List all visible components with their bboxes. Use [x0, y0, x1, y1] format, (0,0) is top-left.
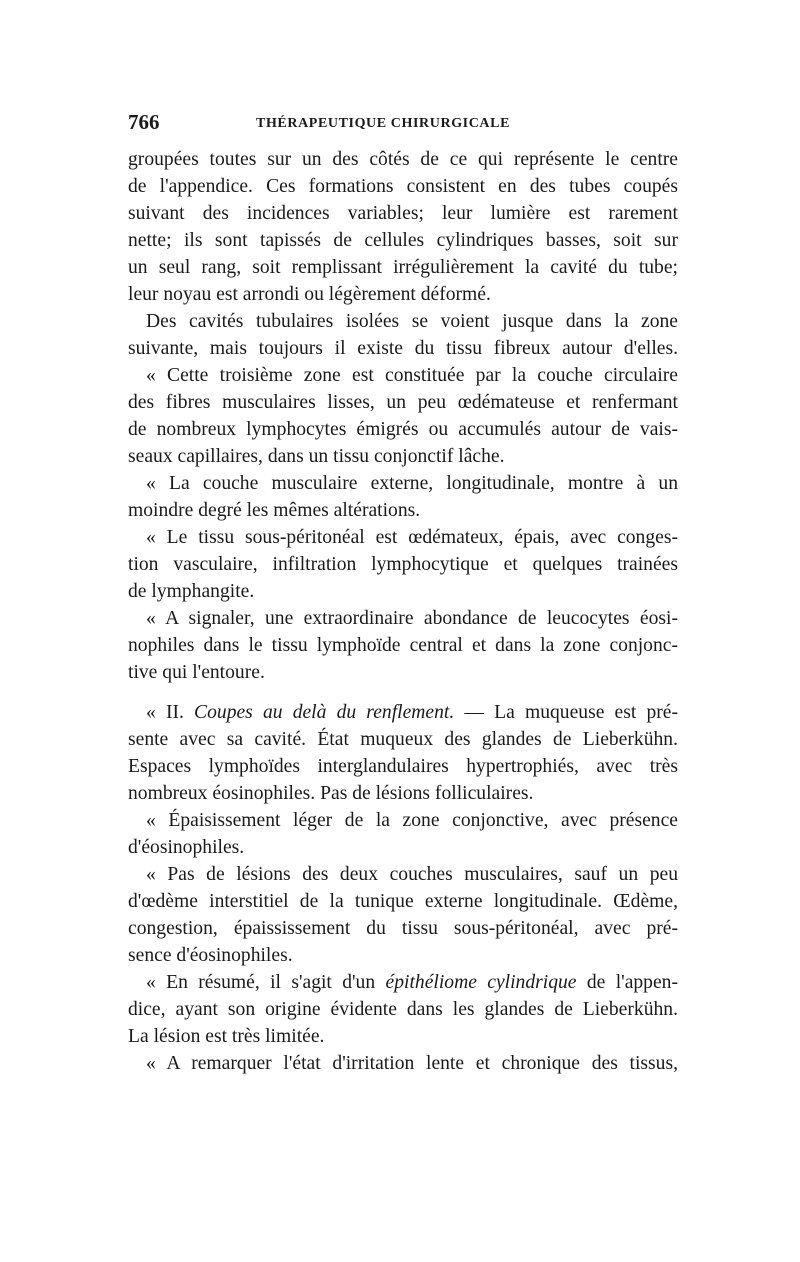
text-line: sente avec sa cavité. État muqueux des glandes de Lieberkühn.	[128, 729, 678, 750]
paragraph	[128, 861, 678, 969]
paragraph	[128, 699, 678, 807]
text-line: « Épaisissement léger de la zone conjonctive, avec présence	[146, 810, 678, 831]
text-line	[128, 699, 678, 726]
text-line: de l'appendice. Ces formations consistent en des tubes coupés	[128, 176, 678, 197]
text-run: « II.	[146, 702, 195, 723]
text-line: d'œdème interstitiel de la tunique externe longitudinale. Œdème,	[128, 891, 678, 912]
text-line: « La couche musculaire externe, longitudinale, montre à un	[146, 473, 678, 494]
text-line: seaux capillaires, dans un tissu conjonctif lâche.	[128, 446, 505, 467]
text-line: « Cette troisième zone est constituée par la couche circulaire	[146, 365, 678, 386]
text-line: de nombreux lymphocytes émigrés ou accumulés autour de vais-	[128, 419, 678, 440]
emphasis: épithéliome cylindrique	[385, 972, 577, 993]
text-line	[128, 969, 678, 996]
text-run: « En résumé, il s'agit d'un	[146, 972, 386, 993]
body-text	[128, 146, 678, 1077]
text-run: de l'appen-	[576, 972, 678, 993]
text-line: sence d'éosinophiles.	[128, 945, 293, 966]
text-line: Des cavités tubulaires isolées se voient jusque dans la zone	[146, 311, 678, 332]
text-line: de lymphangite.	[128, 581, 255, 602]
text-line: « Pas de lésions des deux couches musculaires, sauf un peu	[146, 864, 678, 885]
paragraph	[128, 807, 678, 861]
text-line: un seul rang, soit remplissant irrégulièrement la cavité du tube;	[128, 257, 678, 278]
paragraph	[128, 146, 678, 308]
text-line: nophiles dans le tissu lymphoïde central et dans la zone conjonc-	[128, 635, 678, 656]
text-line: suivant des incidences variables; leur lumière est rarement	[128, 203, 678, 224]
text-line: moindre degré les mêmes altérations.	[128, 500, 421, 521]
text-line: La lésion est très limitée.	[128, 1026, 325, 1047]
text-line: « A remarquer l'état d'irritation lente et chronique des tissus,	[146, 1053, 678, 1074]
text-line: Espaces lymphoïdes interglandulaires hypertrophiés, avec très	[128, 756, 678, 777]
paragraph	[128, 524, 678, 605]
text-run: — La muqueuse est pré-	[454, 702, 678, 723]
text-line: tion vasculaire, infiltration lymphocytique et quelques trainées	[128, 554, 678, 575]
text-line: « A signaler, une extraordinaire abondance de leucocytes éosi-	[146, 608, 678, 629]
text-line: des fibres musculaires lisses, un peu œdémateuse et renfermant	[128, 392, 678, 413]
running-title: THÉRAPEUTIQUE CHIRURGICALE	[256, 116, 511, 131]
text-line: leur noyau est arrondi ou légèrement déformé.	[128, 284, 491, 305]
text-line: d'éosinophiles.	[128, 837, 245, 858]
paragraph-gap	[128, 686, 678, 699]
paragraph	[128, 1050, 678, 1077]
text-line: groupées toutes sur un des côtés de ce qui représente le centre	[128, 149, 678, 170]
text-line: nette; ils sont tapissés de cellules cylindriques basses, soit sur	[128, 230, 678, 251]
page-number: 766	[128, 110, 160, 134]
paragraph	[128, 969, 678, 1050]
page-header	[128, 110, 676, 136]
paragraph	[128, 362, 678, 470]
text-line: tive qui l'entoure.	[128, 662, 265, 683]
paragraph	[128, 470, 678, 524]
text-line: « Le tissu sous-péritonéal est œdémateux, épais, avec conges-	[146, 527, 678, 548]
text-line: dice, ayant son origine évidente dans les glandes de Lieberkühn.	[128, 999, 678, 1020]
section-heading: Coupes au delà du renflement.	[194, 702, 455, 723]
paragraph	[128, 308, 678, 362]
text-line: congestion, épaississement du tissu sous-péritonéal, avec pré-	[128, 918, 678, 939]
paragraph	[128, 605, 678, 686]
text-line: nombreux éosinophiles. Pas de lésions folliculaires.	[128, 783, 534, 804]
text-line: suivante, mais toujours il existe du tissu fibreux autour d'elles.	[128, 338, 678, 359]
